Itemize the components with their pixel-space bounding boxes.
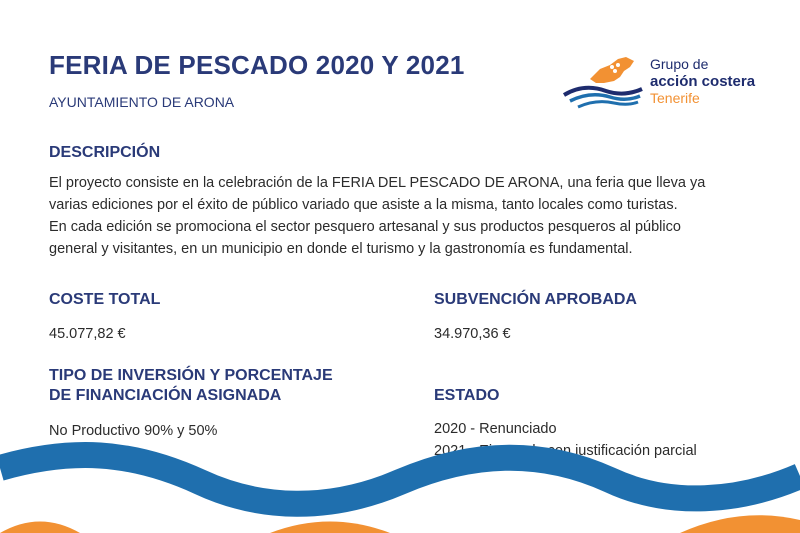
page-subtitle: AYUNTAMIENTO DE ARONA bbox=[49, 94, 235, 110]
descripcion-line: El proyecto consiste en la celebración de la FERIA DEL PESCADO DE ARONA, una feria que lleva ya bbox=[49, 175, 706, 191]
estado-heading: ESTADO bbox=[434, 387, 500, 404]
coste-total-heading: COSTE TOTAL bbox=[49, 291, 161, 308]
descripcion-line: En cada edición se promociona el sector pesquero artesanal y sus productos pesqueros al público bbox=[49, 219, 681, 235]
subvencion-value: 34.970,36 € bbox=[434, 326, 511, 342]
decorative-waves bbox=[0, 440, 800, 533]
blue-wave bbox=[0, 455, 800, 504]
tipo-heading-line1: TIPO DE INVERSIÓN Y PORCENTAJE bbox=[49, 367, 333, 384]
coste-total-value: 45.077,82 € bbox=[49, 326, 126, 342]
page-title: FERIA DE PESCADO 2020 Y 2021 bbox=[49, 50, 465, 80]
tipo-inversion-value: No Productivo 90% y 50% bbox=[49, 423, 218, 439]
descripcion-line: general y visitantes, en un municipio en donde el turismo y la gastronomía es fundamental. bbox=[49, 241, 633, 257]
estado-line-2021: 2021 - Ejecutado con justificación parcial bbox=[434, 443, 697, 459]
orange-wave-right bbox=[680, 515, 800, 533]
subvencion-heading: SUBVENCIÓN APROBADA bbox=[434, 291, 637, 308]
logo-text-line3: Tenerife bbox=[650, 90, 700, 106]
logo-text-line1: Grupo de bbox=[650, 56, 709, 72]
descripcion-text bbox=[49, 172, 779, 260]
orange-wave-left bbox=[0, 522, 80, 533]
descripcion-heading: DESCRIPCIÓN bbox=[49, 144, 161, 161]
logo bbox=[560, 55, 780, 111]
descripcion-line: varias ediciones por el éxito de público variado que asiste a la misma, tanto locales como turistas. bbox=[49, 197, 678, 213]
orange-wave-center bbox=[270, 522, 390, 533]
tipo-heading-line2: DE FINANCIACIÓN ASIGNADA bbox=[49, 387, 282, 404]
estado-line-2020: 2020 - Renunciado bbox=[434, 421, 557, 437]
logo-text-line2: acción costera bbox=[650, 73, 756, 90]
logo-island-icon bbox=[560, 55, 648, 111]
tipo-inversion-heading bbox=[49, 366, 379, 406]
